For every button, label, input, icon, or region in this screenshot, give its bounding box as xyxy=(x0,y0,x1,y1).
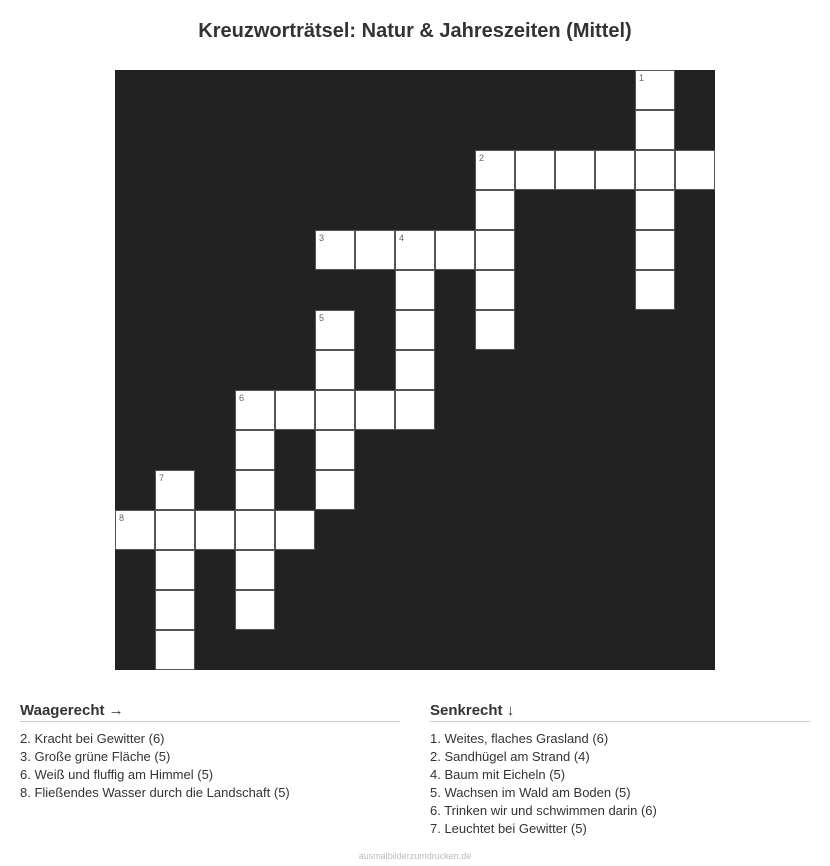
grid-cell[interactable] xyxy=(395,270,435,310)
footer-credit: ausmalbilderzumdrucken.de xyxy=(358,851,472,861)
grid-cell[interactable] xyxy=(515,150,555,190)
grid-cell[interactable] xyxy=(435,230,475,270)
grid-cell[interactable] xyxy=(475,230,515,270)
grid-cell[interactable] xyxy=(395,390,435,430)
cell-number: 3 xyxy=(319,233,325,243)
grid-cell[interactable] xyxy=(395,310,435,350)
grid-cell[interactable] xyxy=(635,70,675,110)
page-title: Kreuzworträtsel: Natur & Jahreszeiten (Mittel) xyxy=(198,20,632,42)
grid-cell[interactable] xyxy=(315,230,355,270)
cell-number: 5 xyxy=(319,313,325,323)
crossword-grid xyxy=(115,70,715,670)
grid-cell[interactable] xyxy=(235,510,275,550)
across-heading: Waagerecht → xyxy=(20,702,400,722)
grid-cell[interactable] xyxy=(115,510,155,550)
grid-cell[interactable] xyxy=(315,430,355,470)
grid-cell[interactable] xyxy=(475,190,515,230)
grid-cell[interactable] xyxy=(635,150,675,190)
grid-cell[interactable] xyxy=(315,390,355,430)
grid-cell[interactable] xyxy=(315,310,355,350)
clue-across-3: 3. Große grüne Fläche (5) xyxy=(20,749,171,764)
cell-number: 2 xyxy=(479,153,485,163)
grid-cell[interactable] xyxy=(475,310,515,350)
grid-cell[interactable] xyxy=(275,510,315,550)
grid-cell[interactable] xyxy=(235,430,275,470)
clue-across-8: 8. Fließendes Wasser durch die Landschaft (5) xyxy=(20,785,290,800)
cell-number: 1 xyxy=(639,73,645,83)
grid-cell[interactable] xyxy=(635,230,675,270)
cell-number: 4 xyxy=(399,233,405,243)
grid-cell[interactable] xyxy=(155,550,195,590)
grid-cell[interactable] xyxy=(675,150,715,190)
grid-cell[interactable] xyxy=(235,390,275,430)
grid-cell[interactable] xyxy=(475,150,515,190)
clue-down-2: 2. Sandhügel am Strand (4) xyxy=(430,749,590,764)
clue-down-7: 7. Leuchtet bei Gewitter (5) xyxy=(430,821,587,836)
grid-cell[interactable] xyxy=(635,190,675,230)
grid-cell[interactable] xyxy=(155,510,195,550)
grid-cell[interactable] xyxy=(195,510,235,550)
grid-cell[interactable] xyxy=(635,110,675,150)
grid-cell[interactable] xyxy=(155,630,195,670)
grid-cell[interactable] xyxy=(235,470,275,510)
grid-cell[interactable] xyxy=(155,470,195,510)
down-heading: Senkrecht ↓ xyxy=(430,702,810,722)
grid-cell[interactable] xyxy=(315,470,355,510)
down-clues xyxy=(430,702,810,838)
clue-across-6: 6. Weiß und fluffig am Himmel (5) xyxy=(20,767,214,782)
clue-down-1: 1. Weites, flaches Grasland (6) xyxy=(430,731,609,746)
grid-cell[interactable] xyxy=(355,230,395,270)
cell-number: 8 xyxy=(119,513,125,523)
grid-cell[interactable] xyxy=(355,390,395,430)
grid-cell[interactable] xyxy=(315,350,355,390)
grid-cell[interactable] xyxy=(275,390,315,430)
clue-across-2: 2. Kracht bei Gewitter (6) xyxy=(20,731,165,746)
cell-number: 7 xyxy=(159,473,165,483)
grid-cell[interactable] xyxy=(475,270,515,310)
grid-cell[interactable] xyxy=(235,590,275,630)
clue-down-4: 4. Baum mit Eicheln (5) xyxy=(430,767,566,782)
cell-number: 6 xyxy=(239,393,245,403)
grid-cell[interactable] xyxy=(235,550,275,590)
grid-cell[interactable] xyxy=(155,590,195,630)
clue-down-5: 5. Wachsen im Wald am Boden (5) xyxy=(430,785,631,800)
grid-cell[interactable] xyxy=(595,150,635,190)
grid-cell[interactable] xyxy=(395,350,435,390)
grid-cell[interactable] xyxy=(635,270,675,310)
clue-down-6: 6. Trinken wir und schwimmen darin (6) xyxy=(430,803,657,818)
grid-cell[interactable] xyxy=(395,230,435,270)
across-clues xyxy=(20,702,400,802)
grid-cell[interactable] xyxy=(555,150,595,190)
